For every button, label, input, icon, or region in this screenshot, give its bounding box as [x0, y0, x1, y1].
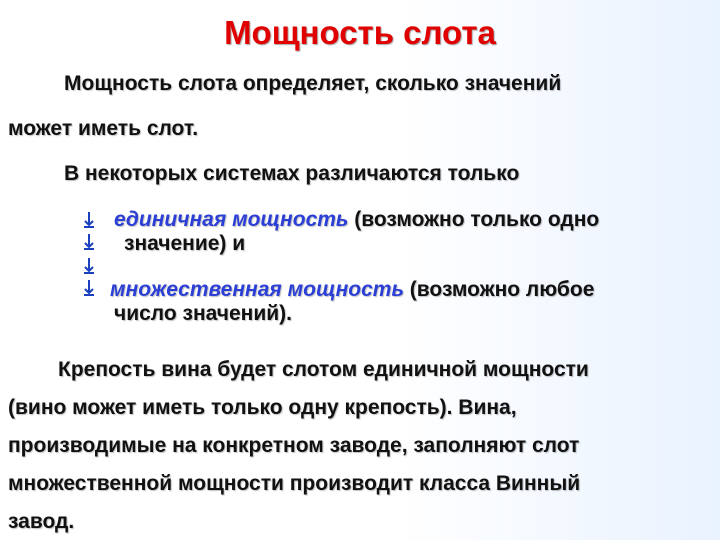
list-item-text: (возможно любое	[403, 278, 595, 301]
para2: В некоторых системах различаются только	[64, 162, 520, 185]
para3-line4: множественной мощности производит класса Винный	[8, 472, 581, 495]
para1-line1: Мощность слота определяет, сколько значений	[64, 72, 562, 95]
down-arrow-bullet-icon	[82, 234, 96, 250]
down-arrow-bullet-icon	[82, 258, 96, 274]
para3-line1: Крепость вина будет слотом единичной мощности	[58, 358, 589, 381]
para3-line2: (вино может иметь только одну крепость). Вина,	[8, 396, 517, 419]
para3-line5: завод.	[8, 510, 75, 533]
para1-line2: может иметь слот.	[8, 117, 199, 140]
list-item-continuation: число значений).	[114, 302, 292, 325]
list-item	[110, 278, 594, 302]
para3-line3: производимые на конкретном заводе, заполняют слот	[8, 434, 580, 457]
list-item-continuation: значение) и	[124, 232, 246, 255]
down-arrow-bullet-icon	[82, 212, 96, 228]
down-arrow-bullet-icon	[82, 280, 96, 296]
slide-title: Мощность слота	[224, 14, 496, 51]
list-item-text: (возможно только одно	[348, 208, 600, 231]
list-item-term: единичная мощность	[114, 208, 349, 231]
list-item	[114, 208, 599, 232]
list-item-term: множественная мощность	[110, 278, 404, 301]
